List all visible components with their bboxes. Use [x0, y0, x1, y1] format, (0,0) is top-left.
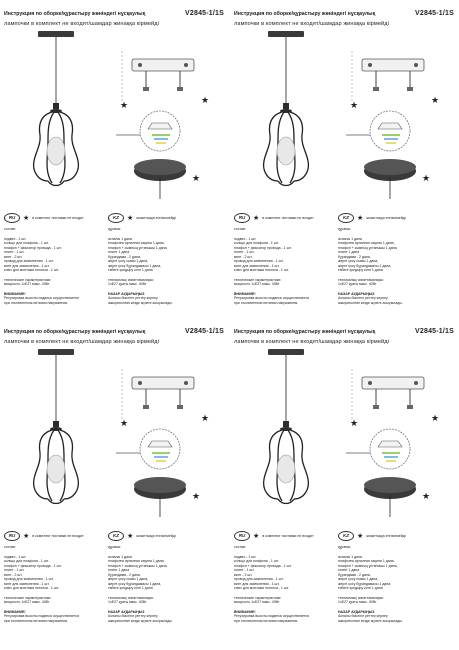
ru-spec-label: технические характеристики: — [234, 595, 282, 600]
kz-column — [338, 545, 453, 623]
header-title: Инструкция по оборке/құрастыру жөніндегі нұсқаулық V2845-1/1S — [4, 328, 224, 335]
svg-text:★: ★ — [431, 95, 440, 105]
ru-item: провод для заземления - 1 шт. — [234, 259, 284, 263]
assembly-diagram — [342, 349, 452, 519]
ru-spec-label: технические характеристики: — [4, 595, 52, 600]
svg-text:★: ★ — [120, 418, 129, 428]
kz-badge: KZ — [338, 213, 354, 223]
assembly-diagram — [112, 31, 222, 201]
ru-heading: состав: — [4, 545, 16, 549]
kz-warning-text: ажыратылған кезде жүзеге асырылады. — [108, 618, 173, 623]
pendant-lamp-illustration — [8, 349, 108, 514]
ru-spec-value: мощность 1xE27 макс. 40Вт — [4, 282, 50, 286]
kz-spec-label: техникалық сипаттамалары: — [108, 277, 155, 282]
legend — [234, 531, 456, 541]
ru-warning-text: при отключенном питании напряжения. — [234, 618, 299, 623]
kz-item: плафонға арналған сақина 1 дана, — [108, 241, 165, 245]
ru-heading: состав: — [4, 227, 16, 231]
svg-text:★: ★ — [350, 100, 359, 110]
legend-kz-text: жиынтыққа енгізілмейді — [136, 534, 176, 538]
kz-warning-label: НАЗАР АУДАРЫҢЫЗ — [108, 291, 145, 296]
ru-item: подвес - 1 шт. — [234, 554, 257, 559]
kz-item: плинт 1 дана — [108, 250, 130, 254]
kz-item: жерге қосу сымы 1 дана, — [338, 259, 379, 263]
ru-item: плафон + фиксатор провода - 1 шт. — [234, 563, 292, 568]
ru-heading: состав: — [234, 545, 246, 549]
canopy-diagram — [134, 477, 200, 517]
kz-spec-value: 1xE27 қуаты макс. 40Вт — [338, 600, 377, 604]
header-note: лампочки в комплект не входят/шамдар жинаққа кірмейді — [4, 21, 159, 27]
instruction-panel — [2, 5, 227, 325]
kz-item: жерге қосу бұрандамасы 1 дана, — [338, 263, 392, 268]
kz-warning-text: Аспалы биіктігін реттеу кернеу — [108, 296, 158, 300]
ru-column — [234, 227, 334, 305]
ceiling-plate-diagram — [350, 51, 439, 110]
kz-badge: KZ — [108, 531, 124, 541]
ru-spec-value: мощность 1xE27 макс. 40Вт — [234, 282, 280, 286]
kz-warning-text: ажыратылған кезде жүзеге асырылады. — [338, 618, 403, 623]
instruction-panel — [232, 323, 457, 643]
header-note: лампочки в комплект не входят/шамдар жинаққа кірмейді — [234, 339, 389, 345]
kz-warning-text: Аспалы биіктігін реттеу кернеу — [338, 614, 388, 618]
ru-warning-text: Регулировка высоты подвеса осуществляется — [4, 296, 80, 300]
ru-item: провод для заземления - 1 шт. — [4, 259, 54, 263]
ru-item: подвес - 1 шт. — [234, 236, 257, 241]
kz-warning-text: ажыратылған кезде жүзеге асырылады. — [108, 300, 173, 305]
ru-item: кольцо для плафона - 1 шт. — [4, 241, 49, 245]
ru-item: ключ для монтажа потолка - 1 шт. — [4, 268, 59, 272]
star-icon: ★ — [357, 532, 364, 540]
ru-column — [4, 545, 104, 623]
ru-item: винт для заземления - 1 шт. — [4, 263, 50, 268]
ru-item: плафон + фиксатор провода - 1 шт. — [4, 245, 62, 250]
ru-item: подвес - 1 шт. — [4, 236, 27, 241]
kz-item: плафон + сымның ұстағышы 1 дана, — [108, 245, 168, 250]
kz-column — [108, 545, 223, 623]
legend-kz-text: жиынтыққа енгізілмейді — [136, 216, 176, 220]
ru-item: винт - 2 шт. — [234, 254, 253, 259]
ceiling-plate-diagram — [120, 369, 209, 428]
ru-item: плинт - 1 шт. — [234, 250, 255, 254]
kz-item: аспалы 1 дана — [108, 554, 132, 559]
ru-item: плинт - 1 шт. — [4, 568, 25, 572]
ru-item: ключ для монтажа потолка - 1 шт. — [4, 586, 59, 590]
kz-item: плинт 1 дана — [338, 568, 360, 572]
ceiling-plate-diagram — [120, 51, 209, 110]
header-note: лампочки в комплект не входят/шамдар жинаққа кірмейді — [4, 339, 159, 345]
kz-item: бұрандама - 2 дана, — [108, 254, 141, 259]
instruction-panel — [2, 323, 227, 643]
star-icon: ★ — [127, 214, 134, 222]
kz-spec-label: техникалық сипаттамалары: — [338, 595, 385, 600]
kz-spec-value: 1xE27 қуаты макс. 40Вт — [338, 282, 377, 286]
kz-item: жерге қосу бұрандамасы 1 дана, — [338, 581, 392, 586]
legend — [4, 213, 226, 223]
legend-kz-text: жиынтыққа енгізілмейді — [366, 534, 406, 538]
kz-item: төбеге қондыру кілті 1 дана — [338, 268, 383, 272]
header-title: Инструкция по оборке/құрастыру жөніндегі нұсқаулық V2845-1/1S — [4, 10, 224, 17]
kz-item: жерге қосу сымы 1 дана, — [108, 577, 149, 581]
kz-item: төбеге қондыру кілті 1 дана — [108, 268, 153, 272]
svg-text:★: ★ — [422, 173, 431, 183]
ru-badge: RU — [234, 213, 250, 223]
kz-heading: құрамы: — [108, 227, 122, 231]
svg-text:★: ★ — [192, 173, 201, 183]
star-icon: ★ — [253, 532, 260, 540]
ru-badge: RU — [4, 531, 20, 541]
ru-warning-label: ВНИМАНИЕ! — [234, 609, 256, 614]
product-code: V2845-1/1S — [185, 10, 224, 17]
ru-warning-label: ВНИМАНИЕ! — [4, 609, 26, 614]
kz-badge: KZ — [108, 213, 124, 223]
pendant-lamp-illustration — [238, 349, 338, 514]
ru-item: винт - 2 шт. — [234, 572, 253, 577]
kz-item: жерге қосу сымы 1 дана, — [338, 577, 379, 581]
wiring-diagram — [116, 429, 180, 469]
ru-spec-label: технические характеристики: — [234, 277, 282, 282]
kz-warning-label: НАЗАР АУДАРЫҢЫЗ — [338, 609, 375, 614]
kz-column — [108, 227, 223, 305]
ru-item: винт для заземления - 1 шт. — [234, 581, 280, 586]
kz-warning-text: ажыратылған кезде жүзеге асырылады. — [338, 300, 403, 305]
kz-item: жерге қосу бұрандамасы 1 дана, — [108, 263, 162, 268]
kz-item: бұрандама - 2 дана, — [108, 572, 141, 577]
header-title: Инструкция по оборке/құрастыру жөніндегі нұсқаулық V2845-1/1S — [234, 328, 454, 335]
kz-badge: KZ — [338, 531, 354, 541]
ru-item: кольцо для плафона - 1 шт. — [234, 241, 279, 245]
ru-item: провод для заземления - 1 шт. — [234, 577, 284, 581]
ru-column — [234, 545, 334, 623]
pendant-lamp-illustration — [8, 31, 108, 196]
legend-ru-text: в комплект поставки не входит — [262, 534, 314, 538]
assembly-diagram — [342, 31, 452, 201]
ru-spec-label: технические характеристики: — [4, 277, 52, 282]
wiring-diagram — [346, 429, 410, 469]
kz-item: плафонға арналған сақина 1 дана, — [338, 241, 395, 245]
svg-text:★: ★ — [120, 100, 129, 110]
ru-spec-value: мощность 1xE27 макс. 40Вт — [4, 600, 50, 604]
ru-warning-text: Регулировка высоты подвеса осуществляется — [234, 614, 310, 618]
kz-item: плафонға арналған сақина 1 дана, — [338, 559, 395, 563]
svg-text:★: ★ — [201, 413, 210, 423]
header-note: лампочки в комплект не входят/шамдар жинаққа кірмейді — [234, 21, 389, 27]
ru-warning-label: ВНИМАНИЕ! — [4, 291, 26, 296]
kz-item: аспалы 1 дана — [338, 236, 362, 241]
wiring-diagram — [116, 111, 180, 151]
ru-item: подвес - 1 шт. — [4, 554, 27, 559]
star-icon: ★ — [253, 214, 260, 222]
kz-item: жерге қосу сымы 1 дана, — [108, 259, 149, 263]
kz-item: плинт 1 дана — [108, 568, 130, 572]
ru-warning-text: при отключенном питании напряжения. — [4, 300, 69, 305]
ru-item: кольцо для плафона - 1 шт. — [4, 559, 49, 563]
pendant-lamp-illustration — [238, 31, 338, 196]
ru-item: плафон + фиксатор провода - 1 шт. — [4, 563, 62, 568]
ru-item: винт - 2 шт. — [4, 572, 23, 577]
star-icon: ★ — [127, 532, 134, 540]
ru-item: ключ для монтажа потолка - 1 шт. — [234, 586, 289, 590]
kz-spec-value: 1xE27 қуаты макс. 40Вт — [108, 600, 147, 604]
kz-item: плафон + сымның ұстағышы 1 дана, — [108, 563, 168, 568]
product-code: V2845-1/1S — [415, 328, 454, 335]
kz-spec-value: 1xE27 қуаты макс. 40Вт — [108, 282, 147, 286]
ru-item: плафон + фиксатор провода - 1 шт. — [234, 245, 292, 250]
product-code: V2845-1/1S — [415, 10, 454, 17]
kz-warning-text: Аспалы биіктігін реттеу кернеу — [338, 296, 388, 300]
ru-warning-text: при отключенном питании напряжения. — [234, 300, 299, 305]
kz-column — [338, 227, 453, 305]
svg-text:★: ★ — [431, 413, 440, 423]
svg-text:★: ★ — [350, 418, 359, 428]
svg-text:★: ★ — [192, 491, 201, 501]
kz-heading: құрамы: — [108, 545, 122, 549]
svg-text:★: ★ — [422, 491, 431, 501]
ceiling-plate-diagram — [350, 369, 439, 428]
ru-warning-text: при отключенном питании напряжения. — [4, 618, 69, 623]
kz-item: плафон + сымның ұстағышы 1 дана, — [338, 563, 398, 568]
kz-heading: құрамы: — [338, 227, 352, 231]
canopy-diagram — [134, 159, 200, 199]
ru-item: провод для заземления - 1 шт. — [4, 577, 54, 581]
ru-item: винт для заземления - 1 шт. — [4, 581, 50, 586]
ru-spec-value: мощность 1xE27 макс. 40Вт — [234, 600, 280, 604]
star-icon: ★ — [23, 532, 30, 540]
kz-warning-text: Аспалы биіктігін реттеу кернеу — [108, 614, 158, 618]
legend-kz-text: жиынтыққа енгізілмейді — [366, 216, 406, 220]
kz-item: бұрандама - 2 дана, — [338, 572, 371, 577]
ru-item: винт - 2 шт. — [4, 254, 23, 259]
header-title: Инструкция по оборке/құрастыру жөніндегі нұсқаулық V2845-1/1S — [234, 10, 454, 17]
ru-item: плинт - 1 шт. — [234, 568, 255, 572]
kz-item: аспалы 1 дана — [108, 236, 132, 241]
ru-item: винт для заземления - 1 шт. — [234, 263, 280, 268]
svg-text:★: ★ — [201, 95, 210, 105]
ru-item: ключ для монтажа потолка - 1 шт. — [234, 268, 289, 272]
kz-spec-label: техникалық сипаттамалары: — [108, 595, 155, 600]
kz-item: төбеге қондыру кілті 1 дана — [338, 586, 383, 590]
instruction-panel — [232, 5, 457, 325]
kz-warning-label: НАЗАР АУДАРЫҢЫЗ — [108, 609, 145, 614]
kz-item: плафонға арналған сақина 1 дана, — [108, 559, 165, 563]
star-icon: ★ — [357, 214, 364, 222]
ru-item: плинт - 1 шт. — [4, 250, 25, 254]
kz-item: жерге қосу бұрандамасы 1 дана, — [108, 581, 162, 586]
legend-ru-text: в комплект поставки не входит — [32, 216, 84, 220]
kz-item: плафон + сымның ұстағышы 1 дана, — [338, 245, 398, 250]
legend-ru-text: в комплект поставки не входит — [32, 534, 84, 538]
star-icon: ★ — [23, 214, 30, 222]
ru-badge: RU — [4, 213, 20, 223]
kz-warning-label: НАЗАР АУДАРЫҢЫЗ — [338, 291, 375, 296]
wiring-diagram — [346, 111, 410, 151]
ru-warning-label: ВНИМАНИЕ! — [234, 291, 256, 296]
ru-badge: RU — [234, 531, 250, 541]
legend — [234, 213, 456, 223]
canopy-diagram — [364, 159, 430, 199]
kz-item: бұрандама - 2 дана, — [338, 254, 371, 259]
kz-spec-label: техникалық сипаттамалары: — [338, 277, 385, 282]
kz-item: плинт 1 дана — [338, 250, 360, 254]
ru-heading: состав: — [234, 227, 246, 231]
kz-heading: құрамы: — [338, 545, 352, 549]
legend-ru-text: в комплект поставки не входит — [262, 216, 314, 220]
legend — [4, 531, 226, 541]
kz-item: төбеге қондыру кілті 1 дана — [108, 586, 153, 590]
ru-item: кольцо для плафона - 1 шт. — [234, 559, 279, 563]
product-code: V2845-1/1S — [185, 328, 224, 335]
canopy-diagram — [364, 477, 430, 517]
assembly-diagram — [112, 349, 222, 519]
kz-item: аспалы 1 дана — [338, 554, 362, 559]
ru-warning-text: Регулировка высоты подвеса осуществляется — [4, 614, 80, 618]
ru-warning-text: Регулировка высоты подвеса осуществляется — [234, 296, 310, 300]
ru-column — [4, 227, 104, 305]
